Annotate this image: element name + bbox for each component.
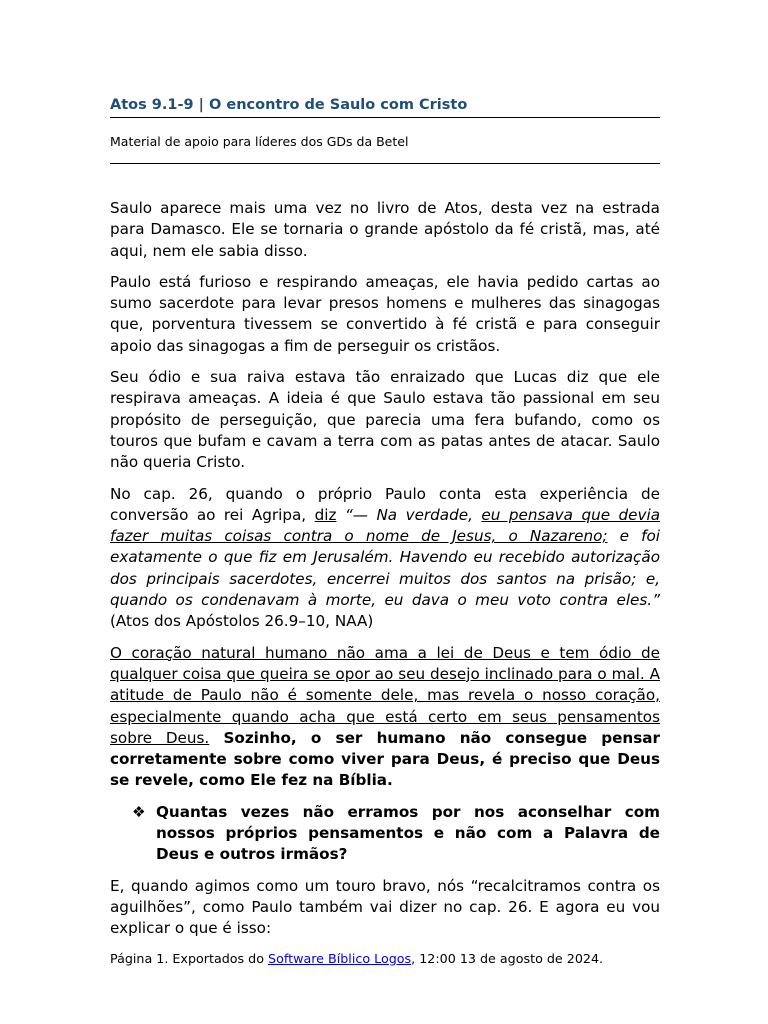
paragraph-2: Paulo está furioso e respirando ameaças, ele havia pedido cartas ao sumo sacerdote para levar presos homens e mulheres das sinagogas que, porventura tivessem se convertido à fé cristã e para conseguir apoio das sinagogas a fim de perseguir os cristãos. [110,272,660,355]
p4-intro: No cap. 26, quando o próprio Paulo conta esta experiência de conversão ao rei Agripa, [110,484,660,524]
p4-reference: (Atos dos Apóstolos 26.9–10, NAA) [110,612,374,631]
paragraph-3: Seu ódio e sua raiva estava tão enraizado que Lucas diz que ele respirava ameaças. A ideia é que Saulo estava tão passional em seu propósito de perseguição, que parecia uma fera bufando, como os touros que bufam e cavam a terra com as patas antes de atacar. Saulo não queria Cristo. [110,368,660,472]
paragraph-5 [110,643,660,792]
p4-quote-rest: e foi exatamente o que fiz em Jerusalém. Havendo eu recebido autorização dos principais sacerdotes, encerrei muitos dos santos na prisão; e, quando os condenavam à morte, eu dava o meu voto contra eles.” [110,527,660,610]
footer-prefix: Página 1. Exportados do [110,951,269,966]
document-page [110,0,660,1024]
footer-suffix: , 12:00 13 de agosto de 2024. [411,951,604,966]
p4-diz: diz [314,505,337,524]
page-subtitle: Material de apoio para líderes dos GDs da Betel [110,133,660,164]
logos-software-link[interactable]: Software Bíblico Logos [268,951,412,966]
page-title: Atos 9.1-9 | O encontro de Saulo com Cristo [110,96,660,118]
document-body [110,198,660,950]
paragraph-4 [110,484,660,633]
paragraph-6: E, quando agimos como um touro bravo, nós “recalcitramos contra os aguilhões”, como Paulo também vai dizer no cap. 26. E agora eu vou explicar o que é isso: [110,876,660,938]
paragraph-1: Saulo aparece mais uma vez no livro de Atos, desta vez na estrada para Damasco. Ele se tornaria o grande apóstolo da fé cristã, mas, até aqui, nem ele sabia disso. [110,199,660,260]
p4-quote-open: “— Na verdade, [344,505,482,524]
diamond-bullet-icon: ❖ [132,802,146,821]
bullet-question [110,802,660,866]
p4-quote-underlined: eu pensava que devia fazer muitas coisas contra o nome de Jesus, o Nazareno; [110,505,661,546]
p5-bold: Sozinho, o ser humano não consegue pensar corretamente sobre como viver para Deus, é preciso que Deus se revele, como Ele fez na Bíblia. [110,728,660,790]
p4-space [336,506,344,524]
page-footer [110,950,670,967]
bullet-text: Quantas vezes não erramos por nos aconselhar com nossos próprios pensamentos e não com a Palavra de Deus e outros irmãos? [156,802,660,864]
p5-underlined: O coração natural humano não ama a lei de Deus e tem ódio de qualquer coisa que queira se opor ao seu desejo inclinado para o mal. A atitude de Paulo não é somente dele, mas revela o nosso coração, especialmente quando acha que está certo em seus pensamentos sobre Deus. [110,643,660,747]
